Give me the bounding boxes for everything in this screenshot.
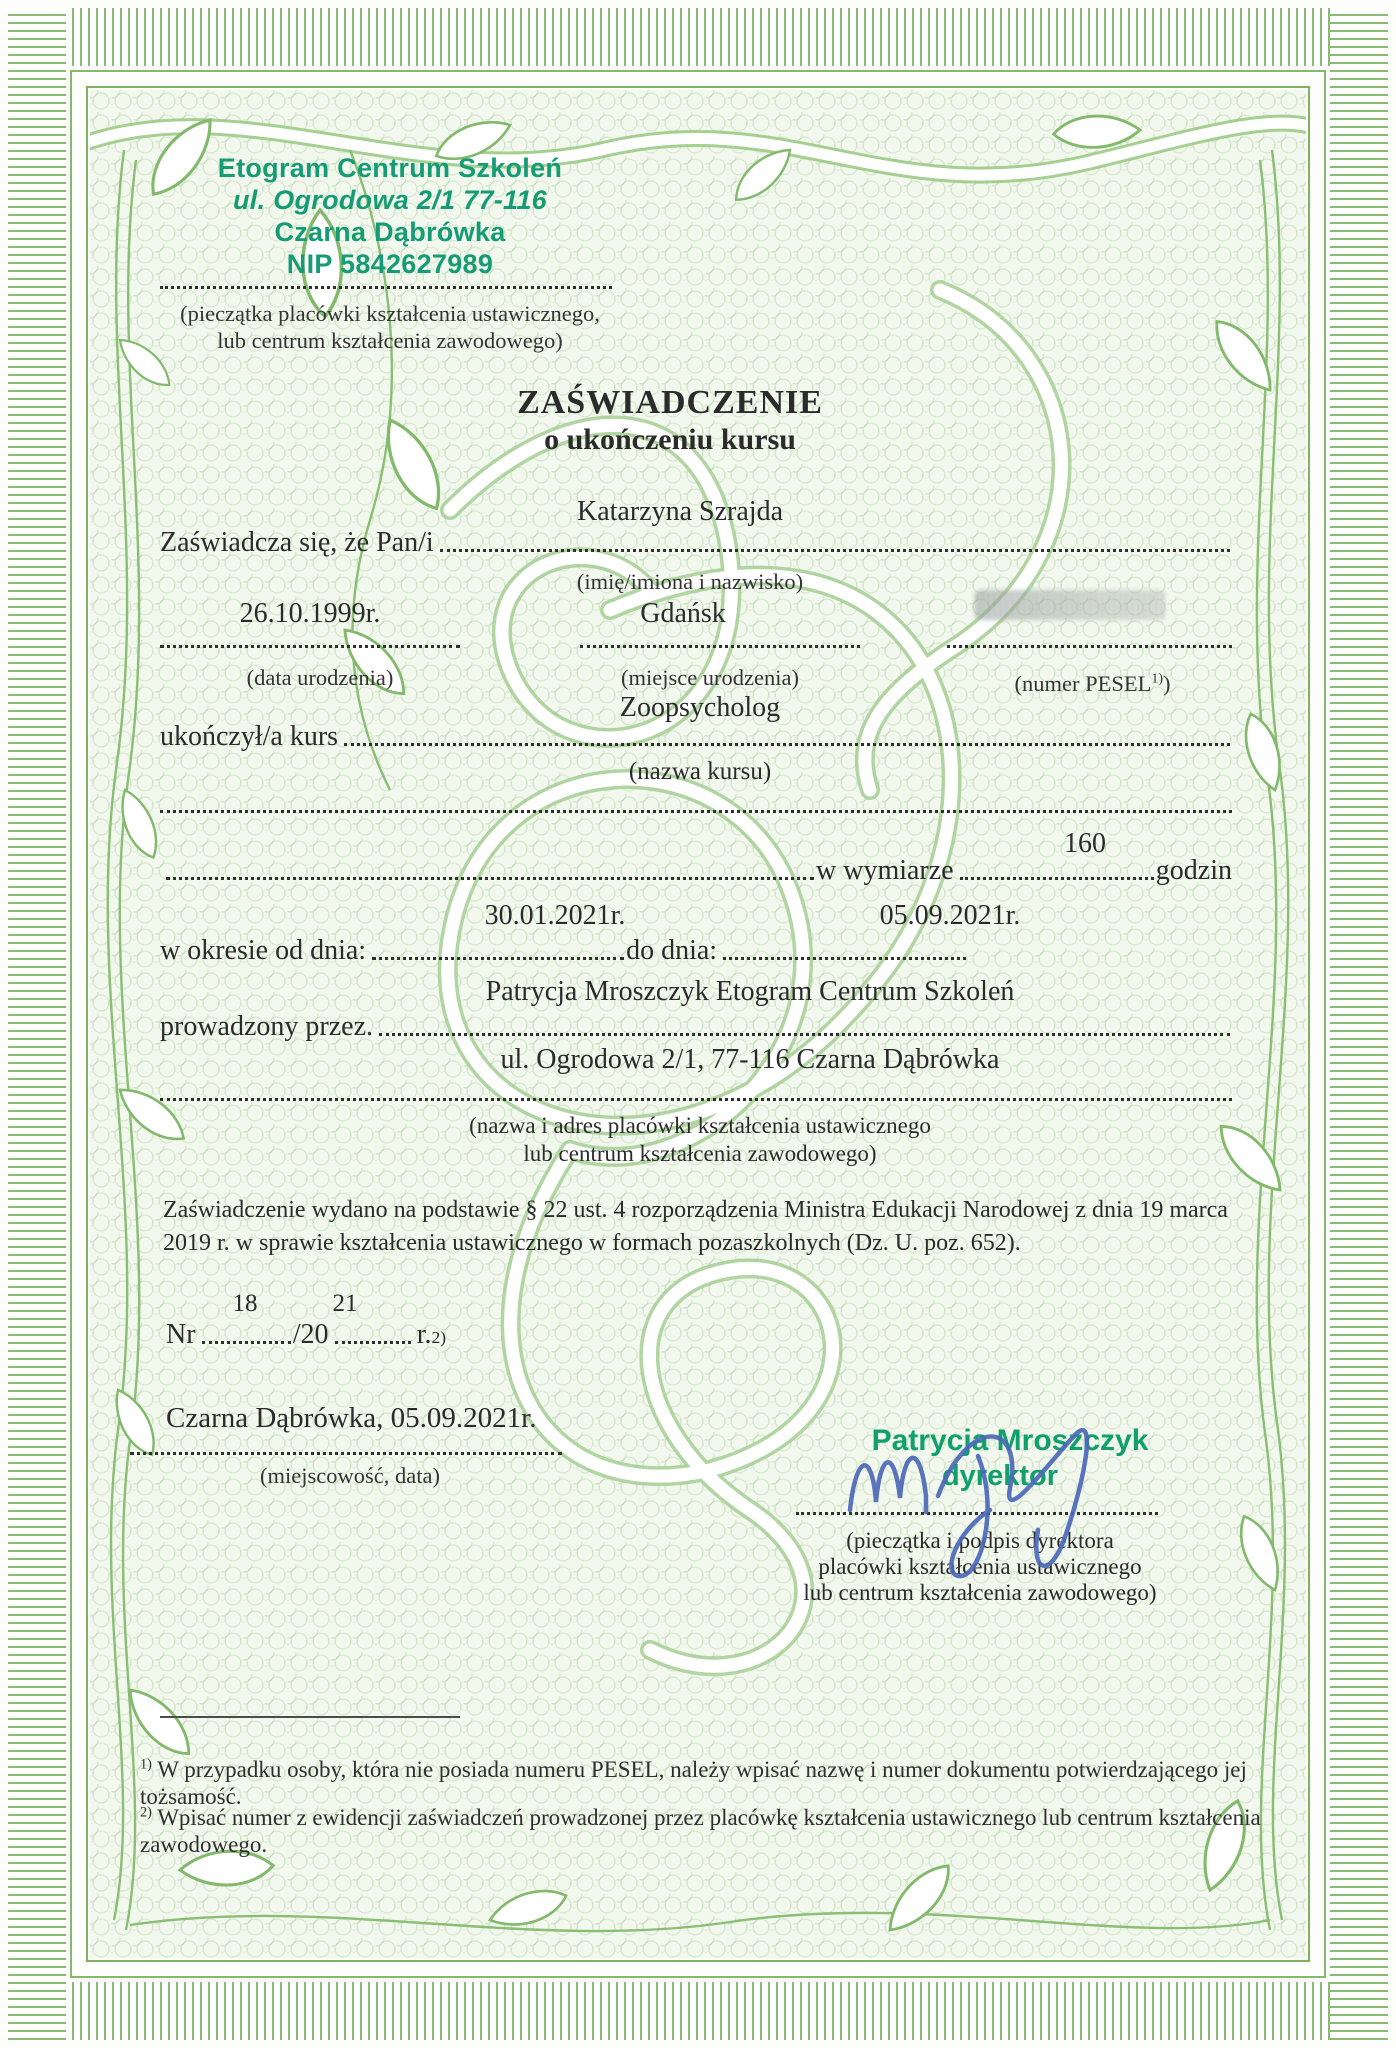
signature-caption-line3: lub centrum kształcenia zawodowego) bbox=[803, 1580, 1157, 1605]
provider-caption-line1: (nazwa i adres placówki kształcenia ustawicznego bbox=[469, 1113, 931, 1138]
stamp-caption-line2: lub centrum kształcenia zawodowego) bbox=[217, 328, 563, 353]
border-stripes-top bbox=[8, 8, 1388, 66]
pesel-dotted-line bbox=[947, 645, 1232, 648]
recipient-intro-label: Zaświadcza się, że Pan/i bbox=[160, 527, 434, 558]
pesel-caption-close: ) bbox=[1162, 671, 1171, 696]
period-to-value: 05.09.2021r. bbox=[879, 900, 1021, 931]
stamp-line-nip: NIP 5842627989 bbox=[286, 249, 494, 279]
course-completed-label: ukończył/a kurs bbox=[160, 721, 339, 752]
period-from-value: 30.01.2021r. bbox=[484, 900, 626, 931]
signature-caption-line1: (pieczątka i podpis dyrektora bbox=[846, 1528, 1114, 1553]
course-extra-dotted-line bbox=[160, 810, 1232, 813]
course-hours-value: 160 bbox=[1064, 828, 1106, 859]
certificate-title: ZAŚWIADCZENIE bbox=[517, 384, 823, 421]
pesel-redacted-value bbox=[975, 590, 1165, 620]
stamp-caption-line1: (pieczątka placówki kształcenia ustawicznego, bbox=[180, 301, 600, 326]
pesel-caption bbox=[950, 670, 1235, 697]
handwritten-signature bbox=[828, 1392, 1138, 1592]
institution-stamp bbox=[150, 152, 630, 280]
course-name-caption: (nazwa kursu) bbox=[628, 758, 772, 785]
period-to-label: do dnia: bbox=[626, 935, 718, 966]
footnote-1-text: W przypadku osoby, która nie posiada numeru PESEL, należy wpisać nazwę i numer dokumentu potwierdzającego jej tożsamość. bbox=[140, 1757, 1247, 1809]
hours-label: w wymiarze bbox=[816, 855, 954, 886]
period-to-dotted-line bbox=[723, 957, 966, 960]
number-suffix: r. bbox=[416, 1319, 432, 1350]
stamp-dotted-line bbox=[160, 286, 612, 289]
birth-date-dotted-line bbox=[160, 645, 460, 648]
provider-address-dotted-line bbox=[160, 1098, 1232, 1101]
recipient-name-caption: (imię/imiona i nazwisko) bbox=[576, 569, 804, 594]
certificate-year-value: 21 bbox=[332, 1290, 358, 1317]
director-stamp-role: dyrektor bbox=[941, 1460, 1059, 1492]
footnote-1-sup: 1) bbox=[140, 1756, 152, 1773]
birth-place-caption: (miejsce urodzenia) bbox=[620, 665, 800, 690]
provider-label: prowadzony przez. bbox=[160, 1011, 374, 1042]
stamp-line-street: ul. Ogrodowa 2/1 77-116 bbox=[233, 185, 547, 215]
certificate-number-value: 18 bbox=[232, 1290, 258, 1317]
pesel-caption-sup: 1) bbox=[1151, 671, 1163, 687]
period-from-label: w okresie od dnia: bbox=[160, 935, 367, 966]
border-stripes-bottom bbox=[8, 1982, 1388, 2040]
stamp-line-name: Etogram Centrum Szkoleń bbox=[217, 153, 563, 183]
certificate-number-row: Nr /20 r. 2) bbox=[166, 1319, 446, 1350]
birth-date-value: 26.10.1999r. bbox=[239, 598, 381, 629]
stamp-caption bbox=[150, 300, 630, 354]
provider-name-value: Patrycja Mroszczyk Etogram Centrum Szkoleń bbox=[485, 976, 1015, 1007]
director-stamp-name: Patrycja Mroszczyk bbox=[871, 1424, 1149, 1457]
legal-basis-text: Zaświadczenie wydano na podstawie § 22 ust. 4 rozporządzenia Ministra Edukacji Narodowej z dnia 19 marca 2019 r. w sprawie kształcenia ustawicznego w formach pozaszkolnych (Dz. U. poz. 652). bbox=[163, 1197, 1228, 1256]
recipient-intro-row bbox=[160, 528, 1232, 558]
birth-place-value: Gdańsk bbox=[640, 598, 726, 629]
signature-caption-line2: placówki kształcenia ustawicznego bbox=[818, 1554, 1142, 1579]
provider-dotted-line bbox=[379, 1033, 1230, 1036]
course-name-value: Zoopsycholog bbox=[619, 692, 781, 723]
period-from-dotted-line bbox=[372, 957, 624, 960]
year-dotted-line bbox=[335, 1341, 411, 1344]
course-completed-row bbox=[160, 722, 1232, 752]
period-row bbox=[160, 936, 968, 966]
footnote-1 bbox=[140, 1756, 1280, 1810]
number-dotted-line bbox=[202, 1341, 291, 1344]
footnote-separator bbox=[160, 1716, 460, 1718]
number-separator: /20 bbox=[292, 1319, 329, 1350]
issue-place-date: Czarna Dąbrówka, 05.09.2021r. bbox=[166, 1402, 537, 1434]
pesel-caption-text: (numer PESEL bbox=[1014, 671, 1152, 696]
birth-place-dotted-line bbox=[580, 645, 860, 648]
footnote-2-text: Wpisać numer z ewidencji zaświadczeń prowadzonej przez placówkę kształcenia ustawicznego lub centrum kształcenia zawodowego. bbox=[140, 1805, 1261, 1857]
issue-caption: (miejscowość, data) bbox=[260, 1463, 440, 1488]
hours-unit-label: godzin bbox=[1155, 855, 1232, 886]
footnote-2-sup: 2) bbox=[140, 1804, 152, 1821]
provider-address-value: ul. Ogrodowa 2/1, 77-116 Czarna Dąbrówka bbox=[500, 1044, 1000, 1075]
provider-caption bbox=[300, 1112, 1100, 1168]
number-label: Nr bbox=[166, 1319, 196, 1350]
footnote-2 bbox=[140, 1804, 1340, 1858]
hours-leading-dotted-line bbox=[166, 877, 814, 880]
stamp-line-town: Czarna Dąbrówka bbox=[274, 217, 506, 247]
course-name-dotted-line bbox=[344, 743, 1230, 746]
hours-dotted-gap bbox=[960, 877, 1154, 880]
provider-row bbox=[160, 1012, 1232, 1042]
recipient-name: Katarzyna Szrajda bbox=[577, 496, 783, 527]
birth-date-caption: (data urodzenia) bbox=[246, 665, 394, 690]
border-stripes-right bbox=[1330, 8, 1388, 2040]
recipient-name-dotted-line bbox=[440, 549, 1230, 552]
certificate-subtitle: o ukończeniu kursu bbox=[544, 423, 796, 456]
border-stripes-left bbox=[8, 8, 66, 2040]
provider-caption-line2: lub centrum kształcenia zawodowego) bbox=[523, 1141, 877, 1166]
issue-dotted-line bbox=[130, 1452, 562, 1455]
course-hours-row bbox=[160, 856, 1232, 886]
